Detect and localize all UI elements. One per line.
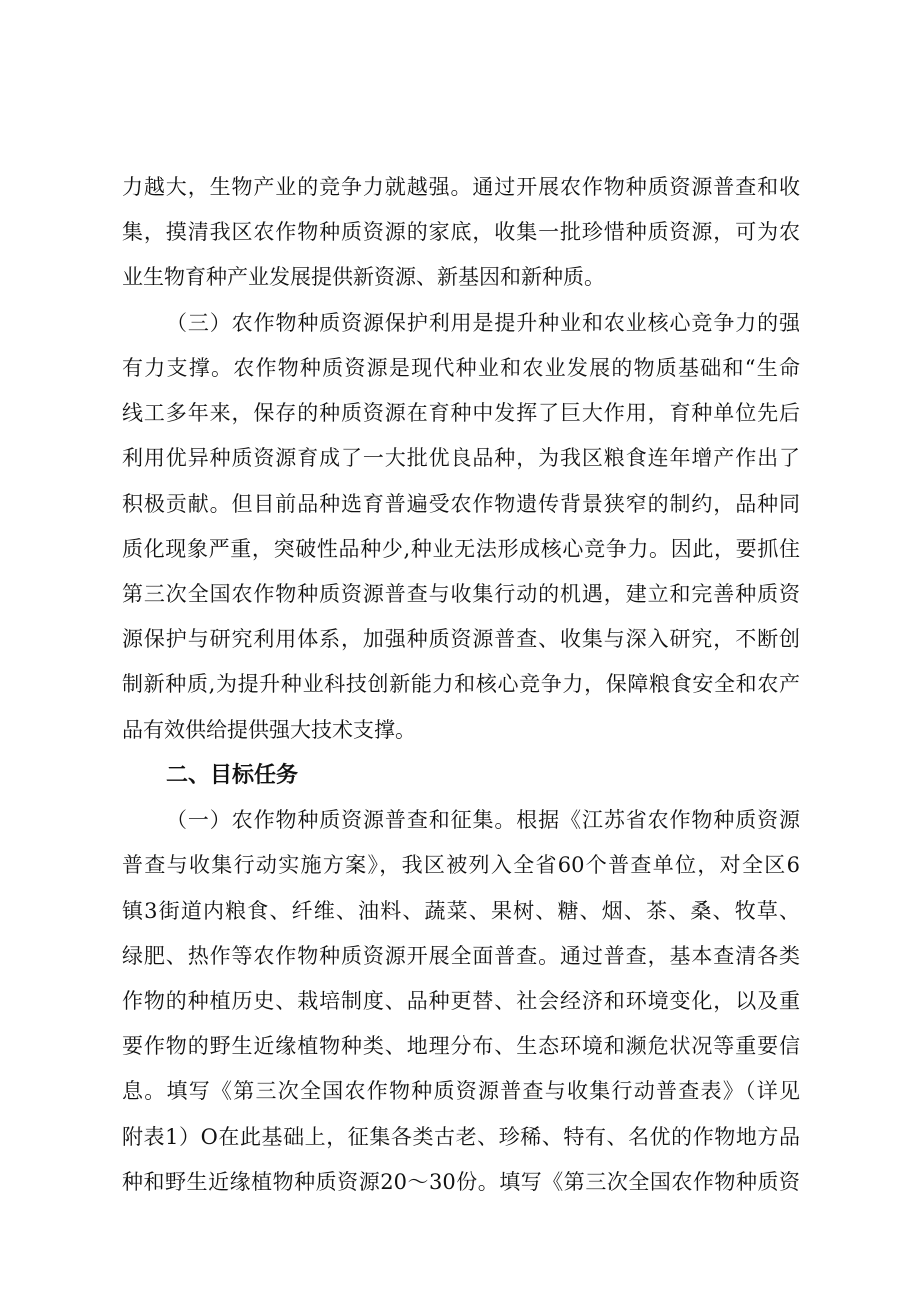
text-line: 作物的种植历史、栽培制度、品种更替、社会经济和环境变化，以及重 bbox=[122, 989, 800, 1013]
text-line: 要作物的野生近缘植物种类、地理分布、生态环境和濒危状况等重要信 bbox=[122, 1034, 800, 1058]
text-line: 第三次全国农作物种质资源普查与收集行动的机遇，建立和完善种质资 bbox=[122, 582, 800, 606]
text-line: （三）农作物种质资源保护利用是提升种业和农业核心竞争力的强 bbox=[166, 311, 800, 335]
text-line: 力越大，生物产业的竞争力就越强。通过开展农作物种质资源普查和收 bbox=[122, 175, 800, 199]
text-line: 源保护与研究利用体系，加强种质资源普查、收集与深入研究，不断创 bbox=[122, 627, 800, 651]
text-line: 积极贡献。但目前品种选育普遍受农作物遗传背景狭窄的制约，品种同 bbox=[122, 492, 800, 516]
text-line: 镇3街道内粮食、纤维、油料、蔬菜、果树、糖、烟、茶、桑、牧草、 bbox=[122, 899, 800, 923]
text-line: 绿肥、热作等农作物种质资源开展全面普查。通过普查，基本查清各类 bbox=[122, 944, 800, 968]
text-line: 利用优异种质资源育成了一大批优良品种，为我区粮食连年增产作出了 bbox=[122, 446, 800, 470]
text-line: 业生物育种产业发展提供新资源、新基因和新种质。 bbox=[122, 265, 605, 289]
text-line: 制新种质,为提升种业科技创新能力和核心竞争力，保障粮食安全和农产 bbox=[122, 672, 800, 696]
text-line: 息。填写《第三次全国农作物种质资源普查与收集行动普查表》（详见 bbox=[122, 1079, 800, 1103]
text-line: 集，摸清我区农作物种质资源的家底，收集一批珍惜种质资源，可为农 bbox=[122, 220, 800, 244]
text-line: 线工多年来，保存的种质资源在育种中发挥了巨大作用，育种单位先后 bbox=[122, 401, 800, 425]
text-line: 品有效供给提供强大技术支撑。 bbox=[122, 718, 416, 742]
text-line: 附表1）O在此基础上，征集各类古老、珍稀、特有、名优的作物地方品 bbox=[122, 1125, 800, 1149]
text-line: （一）农作物种质资源普查和征集。根据《江苏省农作物种质资源 bbox=[166, 808, 800, 832]
text-line: 有力支撑。农作物种质资源是现代种业和农业发展的物质基础和“生命 bbox=[122, 356, 800, 380]
text-line: 质化现象严重，突破性品种少,种业无法形成核心竞争力。因此，要抓住 bbox=[122, 537, 800, 561]
text-line: 种和野生近缘植物种质资源20～30份。填写《第三次全国农作物种质资 bbox=[122, 1170, 800, 1194]
section-heading: 二、目标任务 bbox=[166, 763, 299, 788]
text-line: 普查与收集行动实施方案》，我区被列入全省60个普查单位，对全区6 bbox=[122, 853, 800, 877]
